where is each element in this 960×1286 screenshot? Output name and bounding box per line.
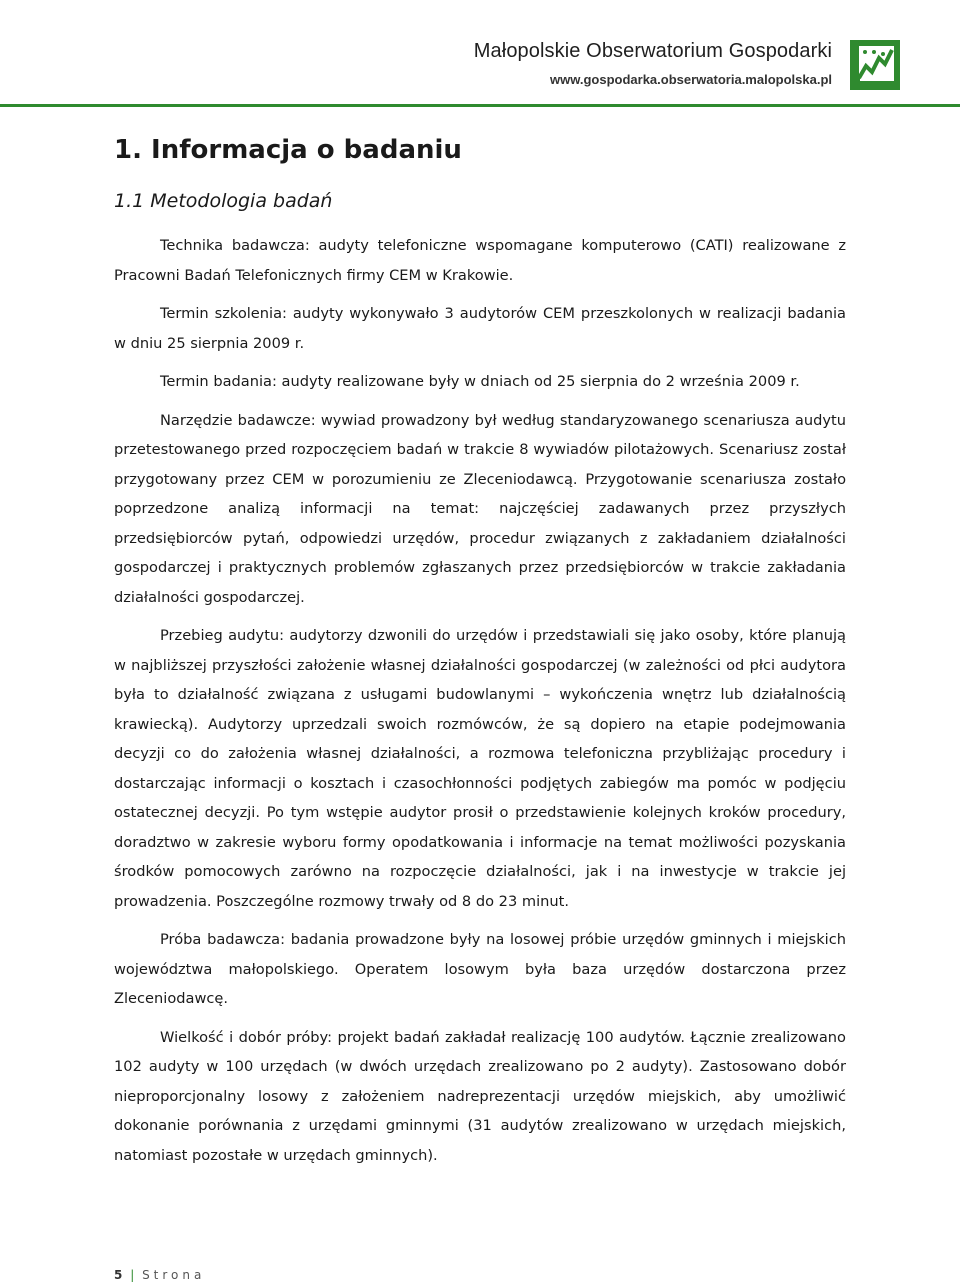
section-heading: 1. Informacja o badaniu: [114, 135, 462, 165]
paragraph-sample-size: Wielkość i dobór próby: projekt badań zakładał realizację 100 audytów. Łącznie zrealizowano 102 audyty w 100 urzędach (w dwóch urzędach zrealizowano po 2 audyty). Zastosowano dobór nieproporcjonalny losowy z założeniem nadreprezentacji urzędów miejskich, aby umożliwić dokonanie porównania z urzędami gminnymi (31 audytów zrealizowano w urzędach miejskich, natomiast pozostałe w urzędach gminnych).: [114, 1028, 846, 1164]
organization-name: Małopolskie Obserwatorium Gospodarki: [473, 40, 832, 62]
page-label: Strona: [142, 1268, 206, 1282]
paragraph-training-date: Termin szkolenia: audyty wykonywało 3 audytorów CEM przeszkolonych w realizacji badania w dniu 25 sierpnia 2009 r.: [114, 305, 846, 352]
paragraph-study-date: Termin badania: audyty realizowane były w dniach od 25 sierpnia do 2 września 2009 r.: [160, 373, 800, 390]
paragraph-audit-course: Przebieg audytu: audytorzy dzwonili do urzędów i przedstawiali się jako osoby, które planują w najbliższej przyszłości założenie własnej działalności gospodarczej (w zależności od płci audytora była to działalność związana z usługami budowlanymi – wykończenia wnętrz lub działalnością krawiecką). Audytorzy uprzedzali swoich rozmówców, że są dopiero na etapie podejmowania decyzji co do założenia własnej działalności, a rozmowa telefoniczna przybliżając procedury i dostarczając informacji o kosztach i czasochłonności podjętych zabiegów ma pomóc w podjęciu ostatecznej decyzji. Po tym wstępie audytor prosił o przedstawienie kolejnych kroków procedury, doradztwo w zakresie wyboru formy opodatkowania i informacje na temat możliwości pozyskania środków pomocowych zarówno na rozpoczęcie działalności, jak i na inwestycje w trakcie jej prowadzenia. Poszczególne rozmowy trwały od 8 do 23 minut.: [114, 627, 846, 910]
chart-growth-logo-icon: [850, 40, 900, 90]
organization-url[interactable]: www.gospodarka.obserwatoria.malopolska.pl: [550, 72, 832, 87]
footer-separator: |: [130, 1268, 135, 1282]
header-divider: [0, 104, 960, 107]
page-number: 5: [114, 1268, 123, 1282]
paragraph-technique: Technika badawcza: audyty telefoniczne wspomagane komputerowo (CATI) realizowane z Pracowni Badań Telefonicznych firmy CEM w Krakowie.: [114, 237, 846, 284]
subsection-heading: 1.1 Metodologia badań: [114, 190, 333, 212]
page-footer: [114, 1268, 205, 1282]
document-body: [114, 231, 846, 1179]
paragraph-research-tool: Narzędzie badawcze: wywiad prowadzony był według standaryzowanego scenariusza audytu przetestowanego przed rozpoczęciem badań w trakcie 8 wywiadów pilotażowych. Scenariusz został przygotowany przez CEM w porozumieniu ze Zleceniodawcą. Przygotowanie scenariusza zostało poprzedzone analizą informacji na temat: najczęściej zadawanych przez przyszłych przedsiębiorców pytań, odpowiedzi urzędów, procedur związanych z zakładaniem działalności gospodarczej i praktycznych problemów zgłaszanych przez przedsiębiorców w trakcie zakładania działalności gospodarczej.: [114, 411, 846, 606]
paragraph-sample: Próba badawcza: badania prowadzone były na losowej próbie urzędów gminnych i miejskich województwa małopolskiego. Operatem losowym była baza urzędów dostarczona przez Zleceniodawcę.: [114, 931, 846, 1007]
